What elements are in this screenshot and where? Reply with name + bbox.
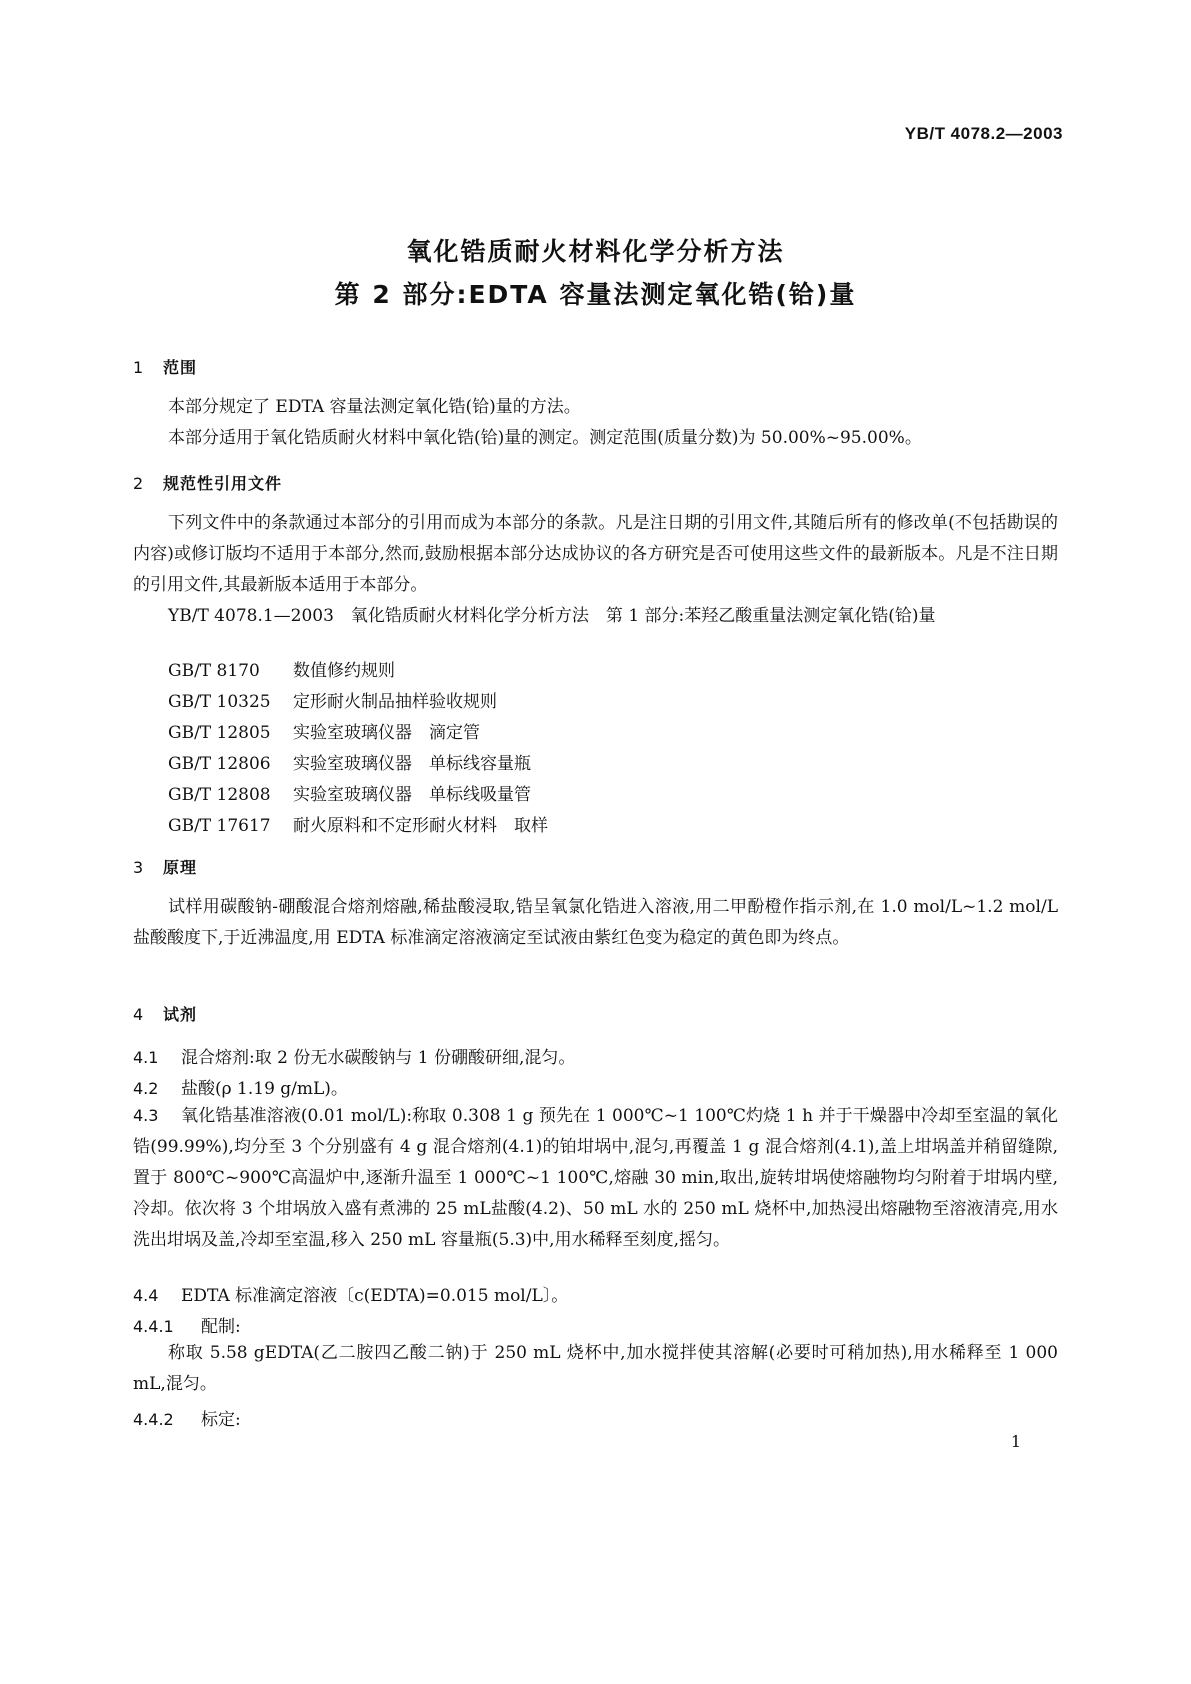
section-3-heading: [133, 855, 197, 878]
reference-item: [168, 718, 480, 749]
reference-main: YB/T 4078.1—2003 氧化锆质耐火材料化学分析方法 第 1 部分:苯羟乙酸重量法测定氧化锆(铪)量: [168, 606, 936, 626]
clause-number: 4.4: [133, 1286, 159, 1305]
document-title-line1: 氧化锆质耐火材料化学分析方法: [406, 237, 785, 266]
reference-title: 耐火原料和不定形耐火材料 取样: [293, 816, 548, 836]
clause-text: EDTA 标准滴定溶液〔c(EDTA)=0.015 mol/L〕。: [181, 1286, 569, 1306]
section-title: 范围: [163, 358, 198, 377]
standard-code: YB/T 4078.2—2003: [904, 124, 1063, 143]
clause-4-1: [133, 1043, 575, 1068]
clause-number: 4.1: [133, 1048, 159, 1067]
clause-4-3: [133, 1100, 1058, 1256]
clause-4-4-2: [133, 1405, 241, 1430]
clause-text: 配制:: [201, 1317, 241, 1337]
reference-title: 数值修约规则: [293, 661, 395, 681]
clause-number: 4.4.1: [133, 1317, 174, 1336]
section-number: 4: [133, 1005, 145, 1024]
clause-4-2: [133, 1074, 348, 1099]
clause-text: 混合熔剂:取 2 份无水碳酸钠与 1 份硼酸研细,混匀。: [181, 1048, 576, 1068]
section-2-intro: 下列文件中的条款通过本部分的引用而成为本部分的条款。凡是注日期的引用文件,其随后所有的修改单(不包括勘误的内容)或修订版均不适用于本部分,然而,鼓励根据本部分达成协议的各方研究是否可使用这些文件的最新版本。凡是不注日期的引用文件,其最新版本适用于本部分。: [133, 513, 1058, 595]
section-title: 原理: [163, 858, 198, 877]
reference-title: 实验室玻璃仪器 单标线容量瓶: [293, 754, 531, 774]
reference-code: GB/T 17617: [168, 816, 271, 836]
clause-4-4-1-body: 称取 5.58 gEDTA(乙二胺四乙酸二钠)于 250 mL 烧杯中,加水搅拌使其溶解(必要时可稍加热),用水稀释至 1 000 mL,混匀。: [133, 1343, 1058, 1394]
section-1-heading: [133, 355, 197, 378]
section-1-paragraph-1: 本部分规定了 EDTA 容量法测定氧化锆(铪)量的方法。: [168, 397, 581, 417]
section-number: 3: [133, 858, 145, 877]
reference-item: [168, 811, 548, 842]
section-title: 规范性引用文件: [163, 474, 283, 493]
section-3-text: 试样用碳酸钠-硼酸混合熔剂熔融,稀盐酸浸取,锆呈氧氯化锆进入溶液,用二甲酚橙作指示剂,在 1.0 mol/L~1.2 mol/L 盐酸酸度下,于近沸温度,用 EDTA 标准滴定溶液滴定至试液由紫红色变为稳定的黄色即为终点。: [133, 897, 1058, 948]
reference-title: 实验室玻璃仪器 滴定管: [293, 723, 480, 743]
document-title-line2: 第 2 部分:EDTA 容量法测定氧化锆(铪)量: [334, 280, 857, 309]
reference-code: GB/T 12806: [168, 754, 271, 774]
reference-code: GB/T 12805: [168, 723, 271, 743]
section-title: 试剂: [163, 1005, 198, 1024]
section-4-heading: [133, 1002, 197, 1025]
reference-item: [168, 749, 531, 780]
reference-code: GB/T 8170: [168, 661, 260, 681]
section-number: 2: [133, 474, 145, 493]
clause-number: 4.3: [133, 1106, 159, 1125]
page-number: 1: [1010, 1432, 1021, 1451]
section-number: 1: [133, 358, 145, 377]
section-1-paragraph-2: 本部分适用于氧化锆质耐火材料中氧化锆(铪)量的测定。测定范围(质量分数)为 50.00%~95.00%。: [168, 428, 922, 448]
reference-code: GB/T 12808: [168, 785, 271, 805]
clause-number: 4.4.2: [133, 1410, 174, 1429]
clause-4-4: [133, 1281, 568, 1306]
clause-text: 氧化锆基准溶液(0.01 mol/L):称取 0.308 1 g 预先在 1 000℃~1 100℃灼烧 1 h 并于干燥器中冷却至室温的氧化锆(99.99%),均分至 3 个分别盛有 4 g 混合熔剂(4.1)的铂坩埚中,混匀,再覆盖 1 g 混合熔剂(4.1),盖上坩埚盖并稍留缝隙,置于 800℃~900℃高温炉中,逐渐升温至 1 000℃~1 100℃,熔融 30 min,取出,旋转坩埚使熔融物均匀附着于坩埚内壁,冷却。依次将 3 个坩埚放入盛有煮沸的 25 mL盐酸(4.2)、50 mL 水的 250 mL 烧杯中,加热浸出熔融物至溶液清亮,用水洗出坩埚及盖,冷却至室温,移入 250 mL 容量瓶(5.3)中,用水稀释至刻度,摇匀。: [133, 1106, 1058, 1250]
reference-title: 定形耐火制品抽样验收规则: [293, 692, 497, 712]
clause-4-4-1: [133, 1312, 241, 1337]
reference-item: [168, 656, 395, 687]
section-2-heading: [133, 471, 282, 494]
clause-number: 4.2: [133, 1079, 159, 1098]
reference-item: [168, 687, 497, 718]
clause-text: 盐酸(ρ 1.19 g/mL)。: [181, 1079, 348, 1099]
reference-item: [168, 780, 531, 811]
reference-code: GB/T 10325: [168, 692, 271, 712]
clause-text: 标定:: [201, 1410, 241, 1430]
reference-title: 实验室玻璃仪器 单标线吸量管: [293, 785, 531, 805]
